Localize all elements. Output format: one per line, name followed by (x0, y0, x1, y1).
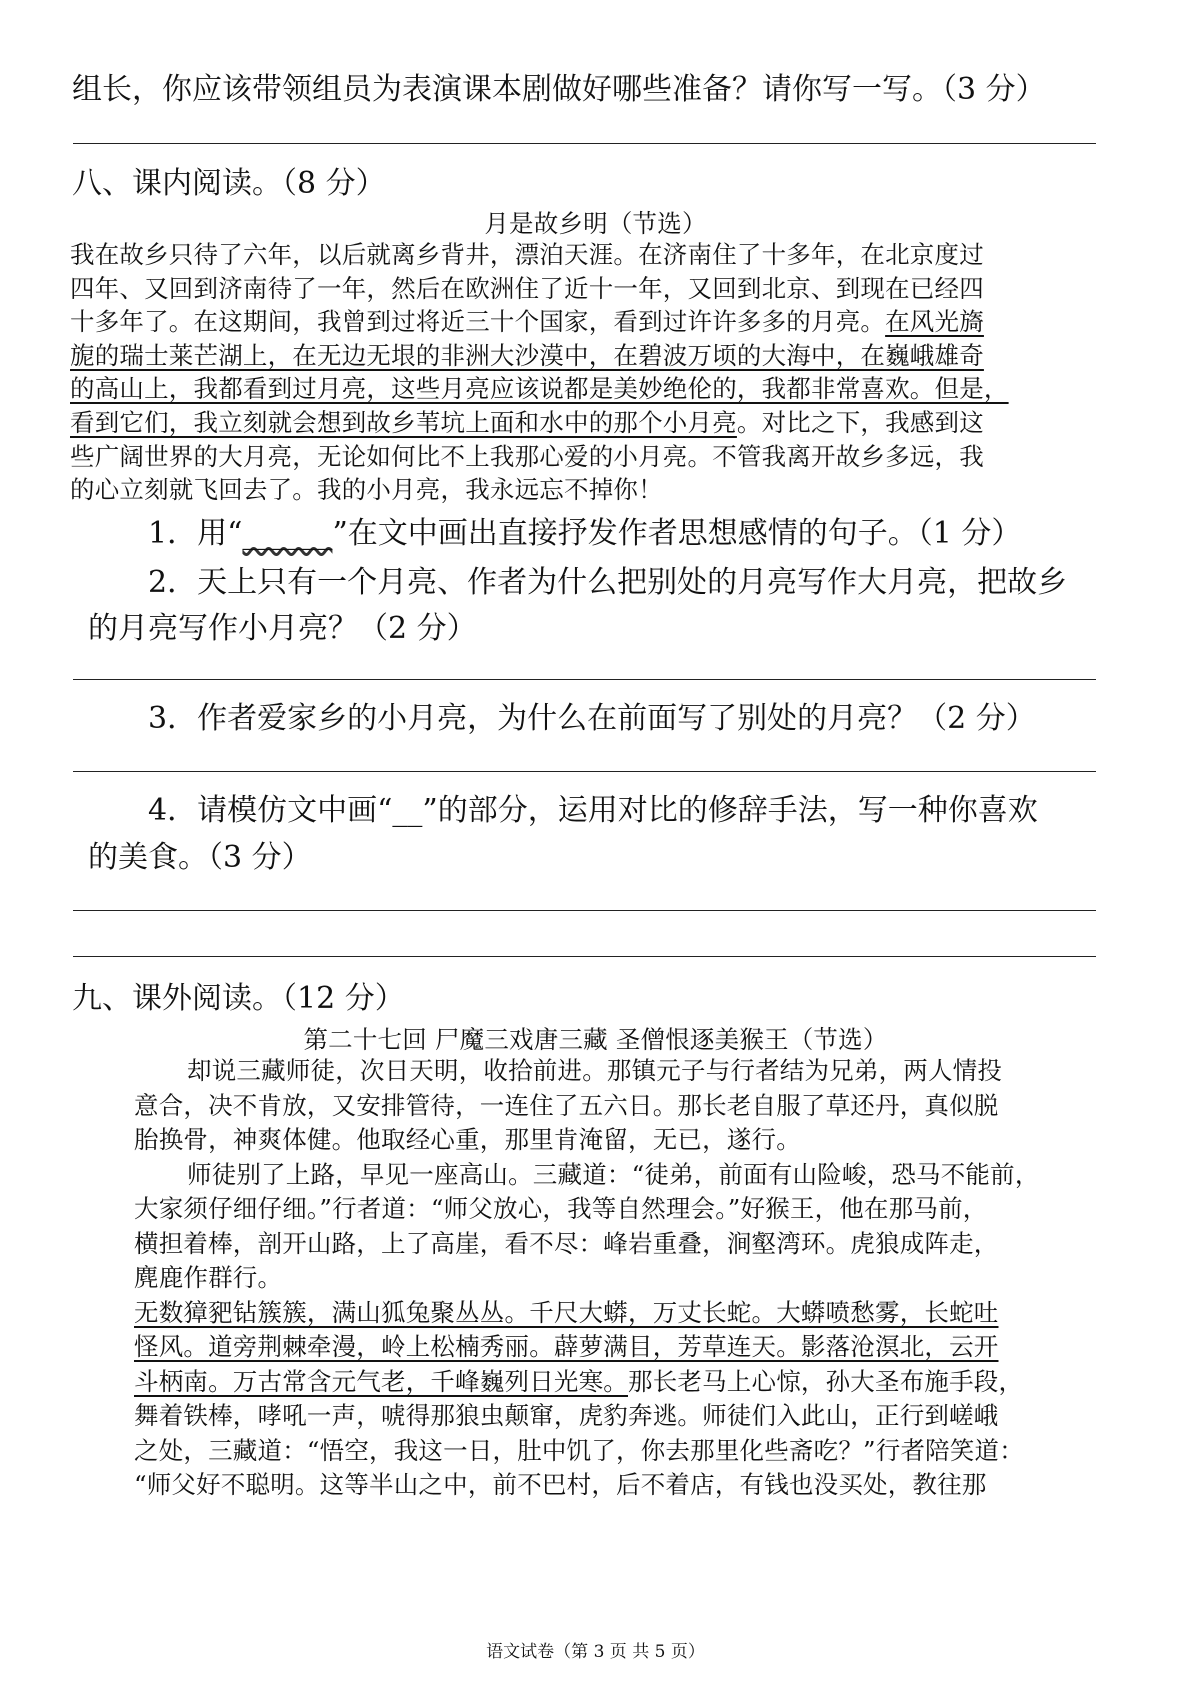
section-8-heading: 八、课内阅读。（8 分） (72, 166, 386, 201)
passage-line: 麂鹿作群行。 (134, 1263, 283, 1292)
answer-line[interactable] (73, 143, 1096, 144)
answer-line[interactable] (73, 771, 1096, 772)
underlined-sentence: 无数獐豝钻簇簇，满山狐兔聚丛丛。千尺大蟒，万丈长蛇。大蟒喷愁雾，长蛇吐 (134, 1297, 999, 1327)
question-4-line-2: 的美食。（3 分） (88, 840, 312, 875)
question-1 (148, 508, 1021, 552)
passage-text (70, 238, 1009, 507)
passage-line: 师徒别了上路，早见一座高山。三藏道：“徒弟，前面有山险峻，恐马不能前， (187, 1159, 1040, 1189)
underlined-sentence: 怪风。道旁荆棘牵漫，岭上松楠秀丽。薜萝满目，芳草连天。影落沧溟北，云开 (134, 1332, 999, 1361)
passage-line: “师父好不聪明。这等半山之中，前不巴村，后不着店，有钱也没买处，教往那 (134, 1470, 987, 1499)
passage-text (134, 1054, 1040, 1503)
passage-line: 却说三藏师徒，次日天明，收拾前进。那镇元子与行者结为兄弟，两人情投 (187, 1056, 1003, 1085)
answer-line[interactable] (73, 679, 1096, 680)
passage-line: 我在故乡只待了六年，以后就离乡背井，漂泊天涯。在济南住了十多年，在北京度过 (70, 240, 984, 269)
passage-line: 意合，决不肯放，又安排管待，一连住了五六日。那长老自服了草还丹，真似脱 (134, 1090, 999, 1120)
question-3: 3．作者爱家乡的小月亮，为什么在前面写了别处的月亮？（2 分） (148, 701, 1036, 736)
passage-text-span: 。对比之下，我感到这 (736, 407, 984, 437)
question-2-line-1: 2．天上只有一个月亮、作者为什么把别处的月亮写作大月亮，把故乡 (148, 565, 1068, 600)
passage-line (134, 1365, 1040, 1400)
passage-text-span: 那长老马上心惊，孙大圣布施手段， (628, 1366, 1024, 1396)
passage-line: 之处，三藏道：“悟空，我这一日，肚中饥了，你去那里化些斋吃？”行者陪笑道： (134, 1435, 1024, 1465)
question-1-pre: 1．用“ (148, 516, 243, 551)
passage-line: 的心立刻就飞回去了。我的小月亮，我永远忘不掉你！ (70, 475, 663, 505)
underlined-sentence: 的高山上，我都看到过月亮，这些月亮应该说都是美妙绝伦的，我都非常喜欢。但是， (70, 374, 1009, 404)
top-question: 组长，你应该带领组员为表演课本剧做好哪些准备？请你写一写。（3 分） (72, 72, 1046, 107)
question-2-line-2: 的月亮写作小月亮？（2 分） (88, 611, 477, 646)
page-footer: 语文试卷（第 3 页 共 5 页） (486, 1642, 705, 1662)
passage-line: 大家须仔细仔细。”行者道：“师父放心，我等自然理会。”好猴王，他在那马前， (134, 1194, 988, 1223)
passage-line: 舞着铁棒，哮吼一声，唬得那狼虫颠窜，虎豹奔逃。师徒们入此山，正行到嵯峨 (134, 1401, 999, 1430)
question-4-line-1: 4．请模仿文中画“__”的部分，运用对比的修辞手法，写一种你喜欢 (148, 793, 1038, 828)
passage-line: 些广阔世界的大月亮，无论如何比不上我那心爱的小月亮。不管我离开故乡多远，我 (70, 441, 984, 471)
wavy-line-mark: ______ (242, 516, 333, 551)
underlined-sentence: 旎的瑞士莱芒湖上，在无边无垠的非洲大沙漠中，在碧波万顷的大海中，在巍峨雄奇 (70, 340, 984, 370)
section-9-heading: 九、课外阅读。（12 分） (72, 981, 405, 1016)
passage-line (70, 406, 1009, 440)
passage-title: 第二十七回 尸魔三戏唐三藏 圣僧恨逐美猴王（节选） (303, 1025, 888, 1054)
passage-line (70, 305, 1009, 339)
answer-line[interactable] (73, 956, 1096, 957)
passage-title: 月是故乡明（节选） (484, 209, 707, 238)
passage-line: 横担着棒，剖开山路，上了高崖，看不尽：峰岩重叠，涧壑湾环。虎狼成阵走， (134, 1228, 999, 1258)
underlined-sentence: 斗柄南。万古常含元气老，千峰巍列日光寒。 (134, 1366, 628, 1396)
question-1-post: ”在文中画出直接抒发作者思想感情的句子。（1 分） (332, 516, 1022, 551)
answer-line[interactable] (73, 910, 1096, 911)
passage-line: 四年、又回到济南待了一年，然后在欧洲住了近十一年，又回到北京、到现在已经四 (70, 273, 984, 303)
underlined-sentence: 看到它们，我立刻就会想到故乡苇坑上面和水中的那个小月亮 (70, 407, 737, 437)
passage-line: 胎换骨，神爽体健。他取经心重，那里肯淹留，无已，遂行。 (134, 1125, 801, 1154)
underlined-sentence: 在风光旖 (885, 307, 984, 337)
passage-text-span: 十多年了。在这期间，我曾到过将近三十个国家，看到过许许多多的月亮。 (70, 307, 886, 337)
